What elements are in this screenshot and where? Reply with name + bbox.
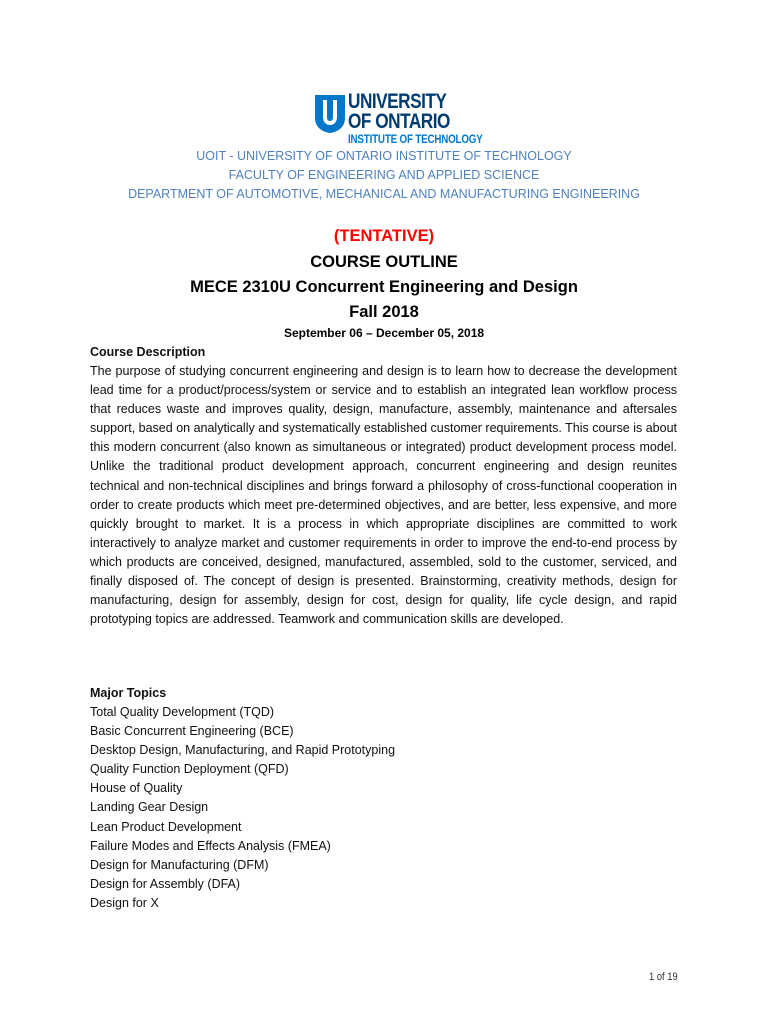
topic-item: Basic Concurrent Engineering (BCE) xyxy=(90,724,294,739)
topic-item: Design for Assembly (DFA) xyxy=(90,876,241,891)
topic-item: Desktop Design, Manufacturing, and Rapid Prototyping xyxy=(90,743,396,758)
page-number: 1 of 19 xyxy=(649,971,678,983)
topic-item: Failure Modes and Effects Analysis (FMEA) xyxy=(90,838,331,853)
course-dates: September 06 – December 05, 2018 xyxy=(283,326,485,340)
topic-item: Landing Gear Design xyxy=(90,800,209,815)
term-label: Fall 2018 xyxy=(349,303,419,321)
department-name: DEPARTMENT OF AUTOMOTIVE, MECHANICAL AND MANUFACTURING ENGINEERING xyxy=(128,187,640,201)
logo-word-university: UNIVERSITY xyxy=(348,90,447,113)
topic-item: Quality Function Deployment (QFD) xyxy=(90,762,289,777)
faculty-name: FACULTY OF ENGINEERING AND APPLIED SCIENCE xyxy=(228,168,540,182)
university-logo xyxy=(314,90,483,148)
logo-word-of-ontario: OF ONTARIO xyxy=(348,110,450,133)
topic-item: Total Quality Development (TQD) xyxy=(90,705,275,719)
topic-item: Lean Product Development xyxy=(90,819,242,834)
shield-icon xyxy=(314,94,346,134)
document-type: COURSE OUTLINE xyxy=(310,253,458,271)
tentative-label: (TENTATIVE) xyxy=(333,227,435,245)
topic-item: House of Quality xyxy=(90,781,183,796)
major-topics-list xyxy=(90,703,395,913)
institution-name: UOIT - UNIVERSITY OF ONTARIO INSTITUTE OF TECHNOLOGY xyxy=(196,149,572,163)
course-description-text: The purpose of studying concurrent engineering and design is to learn how to decrease the development lead time for a product/process/system or service and to establish an integrated lean workflow process that reduces waste and improves quality, design, manufacture, assembly, maintenance and aftersales support, based on analytically and systematically established customer requirements. This course is about this modern concurrent (also known as simultaneous or integrated) product development process model. Unlike the traditional product development approach, concurrent engineering and design reunites technical and non-technical disciplines and brings forward a philosophy of cross-functional cooperation in order to create products which meet pre-determined objectives, and are better, less expensive, and more quickly brought to market. It is a process in which appropriate disciplines are committed to work interactively to analyze market and customer requirements in order to improve the end-to-end process by which products are conceived, designed, manufactured, assembled, sold to the customer, serviced, and finally disposed of. The concept of design is presented. Brainstorming, creativity methods, design for manufacturing, design for assembly, design for cost, design for quality, life cycle design, and rapid prototyping topics are addressed. Teamwork and communication skills are developed. xyxy=(90,364,677,627)
course-description-heading: Course Description xyxy=(90,345,206,359)
course-title: MECE 2310U Concurrent Engineering and Design xyxy=(190,278,578,296)
major-topics-heading: Major Topics xyxy=(90,686,167,700)
topic-item: Design for Manufacturing (DFM) xyxy=(90,857,269,872)
topic-item: Design for X xyxy=(90,895,159,910)
logo-subline: INSTITUTE OF TECHNOLOGY xyxy=(348,134,483,146)
